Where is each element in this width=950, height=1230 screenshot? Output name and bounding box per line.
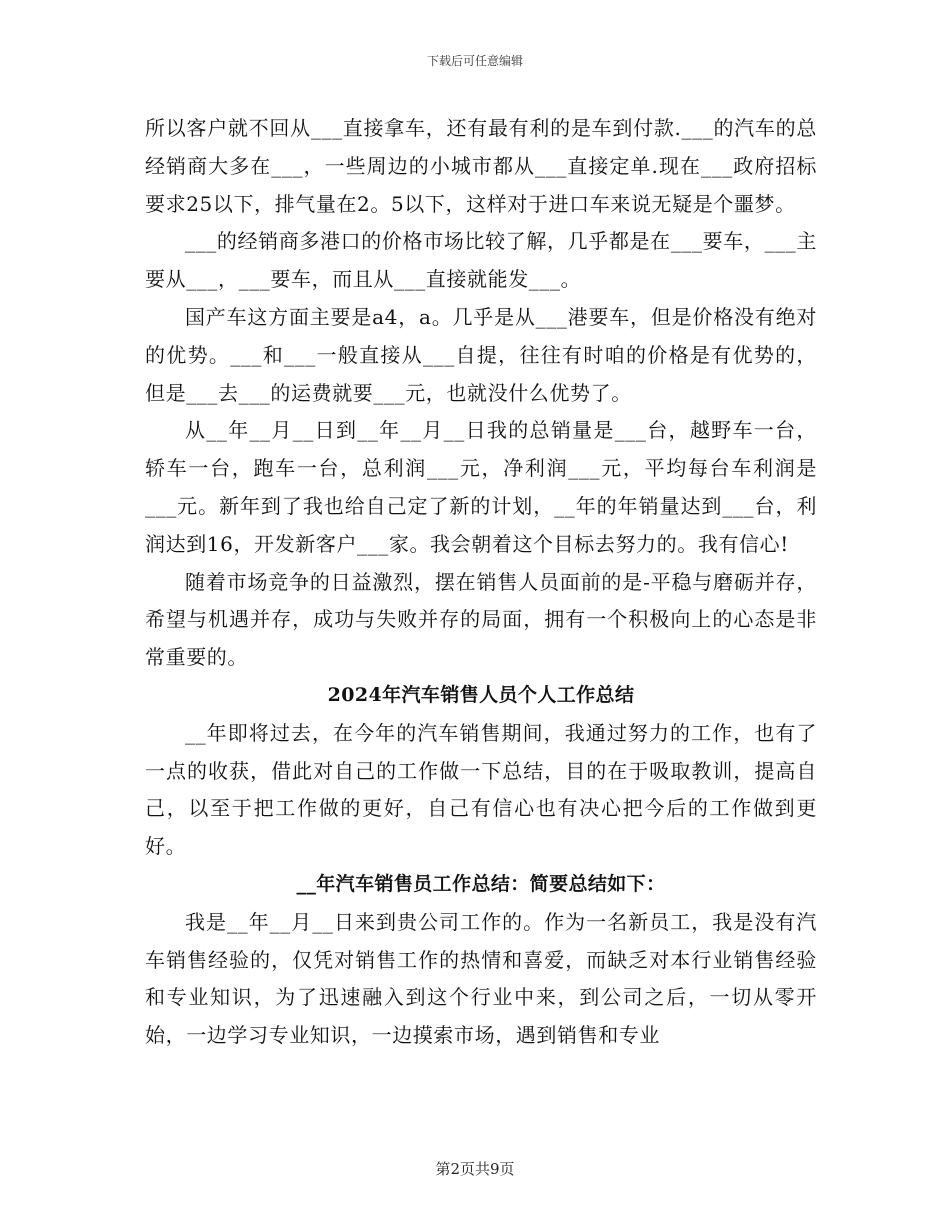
paragraph: 从__年__月__日到__年__月__日我的总销量是___台，越野车一台，轿车一台，跑车一台，总利润___元，净利润___元，平均每台车利润是___元。新年到了我也给自己定了新的计划，__年的年销量达到___台，利润达到16，开发新客户___家。我会朝着这个目标去努力的。我有信心! — [145, 418, 817, 556]
paragraph: __年即将过去，在今年的汽车销售期间，我通过努力的工作，也有了一点的收获，借此对自己的工作做一下总结，目的在于吸取教训，提高自己，以至于把工作做的更好，自己有信心也有决心把今后的工作做到更好。 — [145, 720, 817, 859]
section-subtitle: __年汽车销售员工作总结：简要总结如下： — [296, 872, 666, 895]
paragraph: 我是__年__月__日来到贵公司工作的。作为一名新员工，我是没有汽车销售经验的，仅凭对销售工作的热情和喜爱，而缺乏对本行业销售经验和专业知识，为了迅速融入到这个行业中来，到公司之后，一切从零开始，一边学习专业知识，一边摸索市场，遇到销售和专业 — [145, 909, 817, 1048]
page-number: 第2页共9页 — [435, 1160, 515, 1178]
paragraph: 国产车这方面主要是a4，a。几乎是从___港要车，但是价格没有绝对的优势。___和___一般直接从___自提，往往有时咱的价格是有优势的，但是___去___的运费就要___元，也就没什么优势了。 — [145, 304, 817, 405]
page-header: 下载后可任意编辑 — [426, 54, 523, 68]
paragraph: 所以客户就不回从___直接拿车，还有最有利的是车到付款.___的汽车的总经销商大多在___，一些周边的小城市都从___直接定单.现在___政府招标要求25以下，排气量在2。5以下，这样对于进口车来说无疑是个噩梦。 — [145, 116, 817, 216]
paragraph: ___的经销商多港口的价格市场比较了解，几乎都是在___要车，___主要从___，___要车，而且从___直接就能发___。 — [145, 229, 817, 292]
document-body — [145, 110, 817, 1055]
paragraph: 随着市场竞争的日益激烈，摆在销售人员面前的是-平稳与磨砺并存，希望与机遇并存，成功与失败并存的局面，拥有一个积极向上的心态是非常重要的。 — [145, 569, 817, 670]
section-title: 2024年汽车销售人员个人工作总结 — [327, 683, 635, 706]
